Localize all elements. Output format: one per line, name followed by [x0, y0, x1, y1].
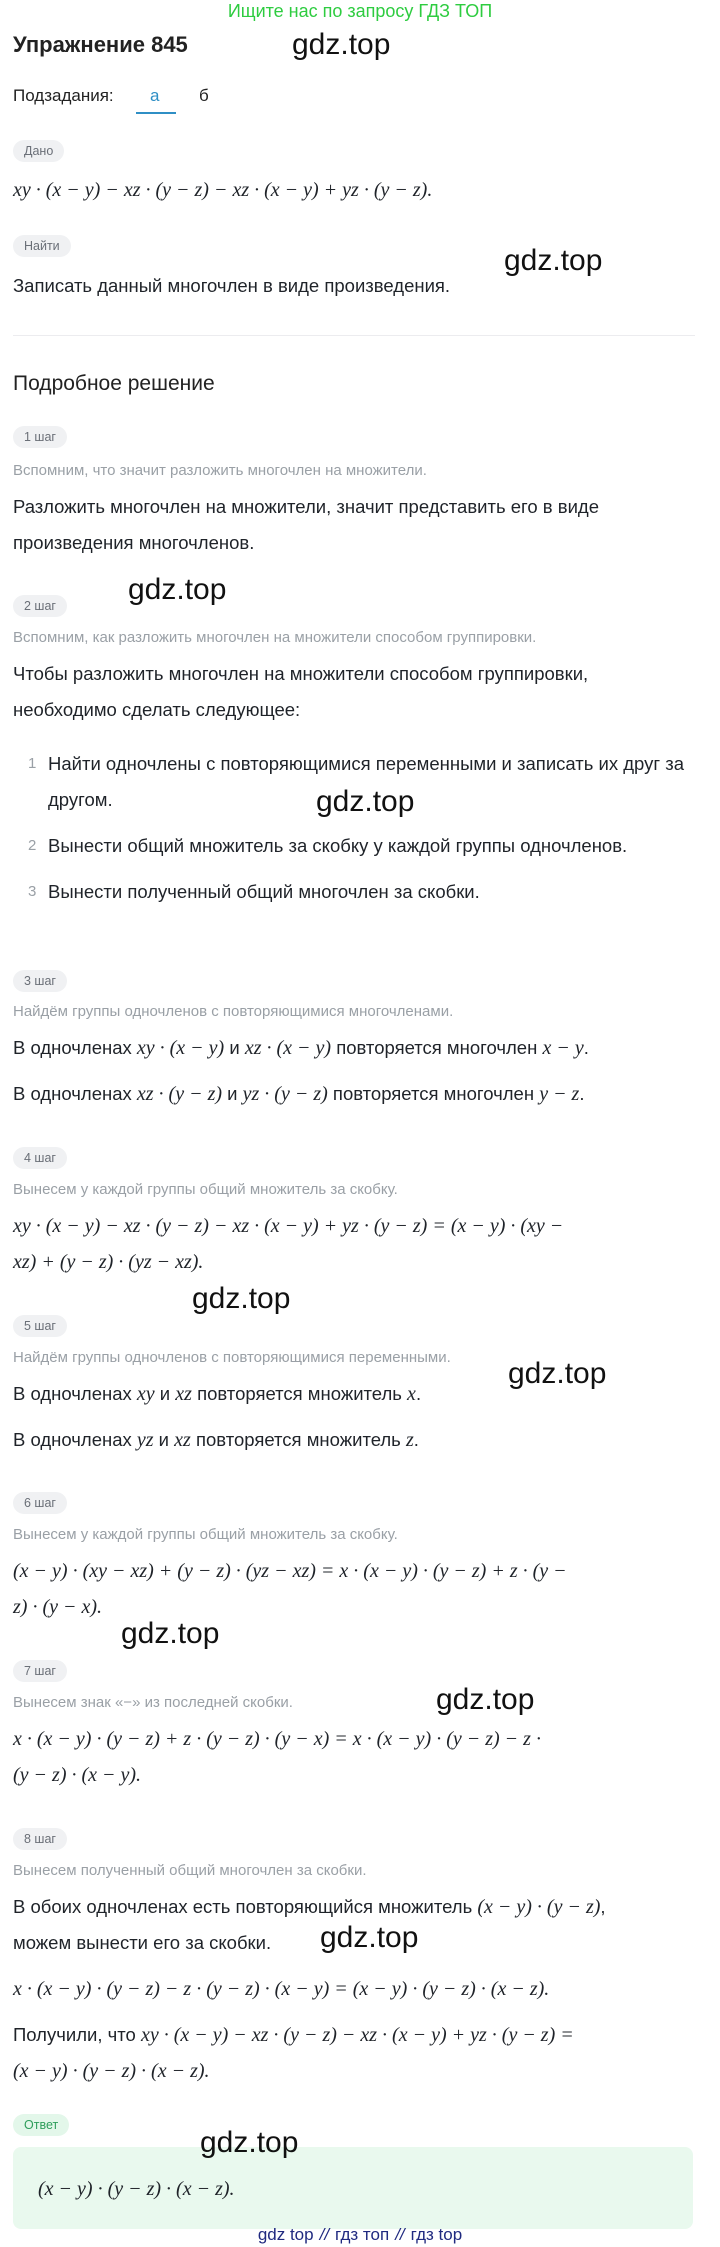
- text: .: [583, 1037, 589, 1058]
- step-3-pill: 3 шаг: [13, 970, 67, 992]
- math-inline: xy · (x − y) − xz · (y − z) − xz · (x − y) + yz · (y − z) =: [140, 2024, 574, 2046]
- text: В обоих одночленах есть повторяющийся множитель: [13, 1896, 478, 1917]
- step-8-paragraph-2: [13, 2017, 693, 2053]
- math-inline: (x − y) · (y − z): [477, 1896, 601, 1918]
- text: В одночленах: [13, 1037, 137, 1058]
- math-inline: z: [405, 1429, 414, 1451]
- text: В одночленах: [13, 1429, 137, 1450]
- watermark: gdz.top: [200, 2126, 299, 2159]
- step-8-pill: 8 шаг: [13, 1828, 67, 1850]
- step-7-hint: Вынесем знак «−» из последней скобки.: [13, 1694, 293, 1711]
- math-inline: xy · (x − y): [136, 1037, 225, 1059]
- footer-link[interactable]: гдз топ: [335, 2225, 390, 2244]
- text: повторяется множитель: [191, 1383, 408, 1404]
- step-6-pill: 6 шаг: [13, 1492, 67, 1514]
- step-1-hint: Вспомним, что значит разложить многочлен на множители.: [13, 462, 427, 479]
- find-text: Записать данный многочлен в виде произведения.: [13, 275, 451, 296]
- math-inline: xz · (x − y): [244, 1037, 332, 1059]
- step-8-paragraph-1: [13, 1889, 693, 1925]
- step-2-line-2: необходимо сделать следующее:: [13, 699, 301, 720]
- watermark: gdz.top: [504, 244, 603, 277]
- list-item-number: 3: [28, 883, 37, 900]
- step-1-line-1: Разложить многочлен на множители, значит представить его в виде: [13, 496, 600, 517]
- math-inline: x: [407, 1383, 416, 1405]
- text: повторяется многочлен: [327, 1083, 540, 1104]
- step-4-pill: 4 шаг: [13, 1147, 67, 1169]
- text: ,: [600, 1896, 606, 1917]
- step-8-hint: Вынесем полученный общий многочлен за скобки.: [13, 1862, 367, 1879]
- text: повторяется многочлен: [331, 1037, 543, 1058]
- page-title: Упражнение 845: [13, 32, 188, 57]
- step-3-hint: Найдём группы одночленов с повторяющимися многочленами.: [13, 1003, 454, 1020]
- step-6-hint: Вынесем у каждой группы общий множитель за скобку.: [13, 1526, 398, 1543]
- watermark: gdz.top: [320, 1921, 419, 1954]
- text: Получили, что: [13, 2024, 141, 2045]
- list-item-1-line-1: Найти одночлены с повторяющимися переменными и записать их друг за: [48, 753, 685, 774]
- text: В одночленах: [13, 1383, 137, 1404]
- active-tab-indicator: [136, 112, 176, 114]
- math-inline: x − y: [542, 1037, 584, 1059]
- list-item-1-line-2: другом.: [48, 789, 113, 810]
- find-pill: Найти: [13, 235, 71, 257]
- text: .: [415, 1383, 422, 1404]
- step-2-pill: 2 шаг: [13, 595, 67, 617]
- footer-link[interactable]: гдз top: [410, 2225, 463, 2244]
- footer-separator: //: [395, 2225, 405, 2244]
- text: .: [413, 1429, 419, 1450]
- top-banner: Ищите нас по запросу ГДЗ ТОП: [227, 1, 493, 21]
- text: .: [579, 1083, 585, 1104]
- watermark: gdz.top: [436, 1683, 535, 1716]
- step-3-paragraph-1: [13, 1030, 693, 1066]
- given-pill: Дано: [13, 140, 64, 162]
- step-2-line-1: Чтобы разложить многочлен на множители способом группировки,: [13, 663, 589, 684]
- step-5-pill: 5 шаг: [13, 1315, 67, 1337]
- given-expression: xy · (x − y) − xz · (y − z) − xz · (x − y) + yz · (y − z).: [13, 179, 433, 201]
- step-5-paragraph-2: [13, 1422, 693, 1458]
- step-1-pill: 1 шаг: [13, 426, 67, 448]
- step-4-equation-line-2: xz) + (y − z) · (yz − xz).: [13, 1251, 204, 1273]
- footer-links: [0, 2224, 720, 2246]
- footer-link[interactable]: gdz top: [257, 2225, 314, 2244]
- step-7-pill: 7 шаг: [13, 1660, 67, 1682]
- math-inline: xz: [174, 1429, 191, 1451]
- step-6-equation-line-1: (x − y) · (xy − xz) + (y − z) · (yz − xz) = x · (x − y) · (y − z) + z · (y −: [13, 1560, 567, 1582]
- step-4-hint: Вынесем у каждой группы общий множитель за скобку.: [13, 1181, 398, 1198]
- list-item-2: Вынести общий множитель за скобку у каждой группы одночленов.: [48, 835, 628, 856]
- step-1-line-2: произведения многочленов.: [13, 532, 255, 553]
- solution-title: Подробное решение: [13, 372, 215, 395]
- watermark: gdz.top: [316, 785, 415, 818]
- list-item-number: 2: [28, 837, 37, 854]
- step-5-hint: Найдём группы одночленов с повторяющимися переменными.: [13, 1349, 451, 1366]
- answer-pill: Ответ: [13, 2114, 69, 2136]
- step-4-equation-line-1: xy · (x − y) − xz · (y − z) − xz · (x − y) + yz · (y − z) = (x − y) · (xy −: [13, 1215, 564, 1237]
- step-6-equation-line-2: z) · (y − x).: [13, 1596, 103, 1618]
- text: и: [222, 1083, 243, 1104]
- step-7-equation-line-1: x · (x − y) · (y − z) + z · (y − z) · (y − x) = x · (x − y) · (y − z) − z ·: [13, 1728, 541, 1750]
- step-3-paragraph-2: [13, 1076, 693, 1112]
- list-item-number: 1: [28, 755, 37, 772]
- math-inline: xy: [136, 1383, 155, 1405]
- math-inline: y − z: [539, 1083, 580, 1105]
- footer-separator: //: [319, 2225, 330, 2244]
- tab-a[interactable]: а: [150, 86, 160, 105]
- step-7-equation-line-2: (y − z) · (x − y).: [13, 1764, 142, 1786]
- tab-b[interactable]: б: [199, 86, 209, 105]
- math-inline: yz: [136, 1429, 154, 1451]
- step-8-paragraph-2-cont: (x − y) · (y − z) · (x − z).: [13, 2060, 210, 2082]
- subtasks-label: Подзадания:: [13, 86, 114, 105]
- watermark: gdz.top: [128, 573, 227, 606]
- step-8-equation: x · (x − y) · (y − z) − z · (y − z) · (x − y) = (x − y) · (y − z) · (x − z).: [13, 1978, 550, 2000]
- math-inline: xz: [175, 1383, 192, 1405]
- watermark: gdz.top: [292, 28, 391, 61]
- text: В одночленах: [13, 1083, 137, 1104]
- watermark: gdz.top: [121, 1617, 220, 1650]
- step-2-hint: Вспомним, как разложить многочлен на множители способом группировки.: [13, 629, 537, 646]
- math-inline: xz · (y − z): [136, 1083, 223, 1105]
- list-item-3: Вынести полученный общий многочлен за скобки.: [48, 881, 480, 902]
- divider: [13, 335, 695, 336]
- watermark: gdz.top: [192, 1282, 291, 1315]
- watermark: gdz.top: [508, 1357, 607, 1390]
- text: повторяется множитель: [190, 1429, 406, 1450]
- text: и: [154, 1383, 176, 1404]
- answer-expression: (x − y) · (y − z) · (x − z).: [38, 2178, 235, 2200]
- text: и: [224, 1037, 245, 1058]
- math-inline: yz · (y − z): [242, 1083, 328, 1105]
- text: и: [153, 1429, 175, 1450]
- step-8-paragraph-1-cont: можем вынести его за скобки.: [13, 1932, 272, 1953]
